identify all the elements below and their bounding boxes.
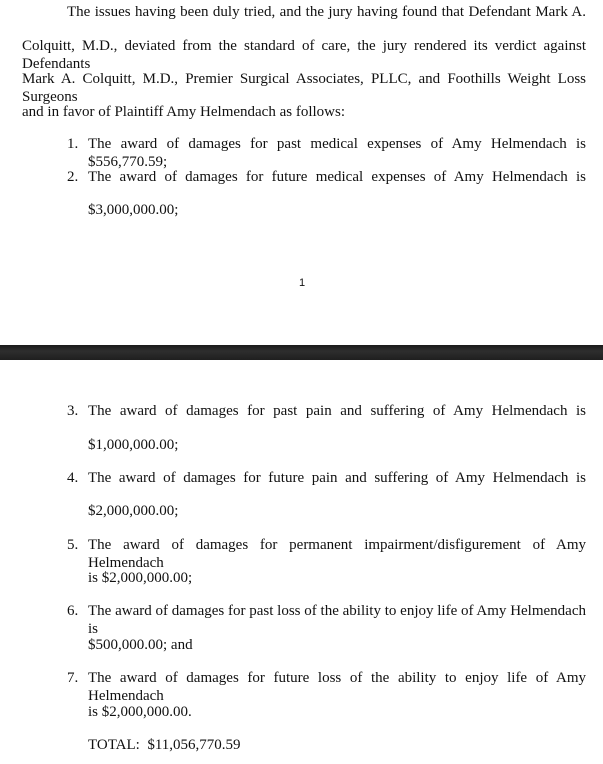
item-6-number: 6. bbox=[67, 603, 79, 619]
item-2-line-2: $3,000,000.00; bbox=[88, 202, 179, 218]
item-5-line-2: is $2,000,000.00; bbox=[88, 570, 193, 586]
page-break-divider bbox=[0, 345, 603, 360]
item-6-line-2: $500,000.00; and bbox=[88, 637, 193, 653]
page-number: 1 bbox=[299, 277, 306, 289]
item-7-number: 7. bbox=[67, 670, 79, 686]
item-6-line-1: The award of damages for past loss of the ability to enjoy life of Amy Helmendach is bbox=[88, 603, 586, 637]
item-1-line-1: The award of damages for past medical expenses of Amy Helmendach is $556,770.59; bbox=[88, 136, 586, 170]
item-4-line-1: The award of damages for future pain and suffering of Amy Helmendach is bbox=[88, 470, 586, 486]
document-page-2 bbox=[0, 360, 603, 764]
item-3-line-1: The award of damages for past pain and suffering of Amy Helmendach is bbox=[88, 403, 586, 419]
intro-line-1: The issues having been duly tried, and the jury having found that Defendant Mark A. bbox=[67, 4, 586, 20]
intro-line-2: Colquitt, M.D., deviated from the standard of care, the jury rendered its verdict against Defendants bbox=[22, 38, 586, 72]
item-3-line-2: $1,000,000.00; bbox=[88, 437, 179, 453]
item-7-line-2: is $2,000,000.00. bbox=[88, 704, 192, 720]
document-page-1 bbox=[0, 0, 603, 345]
total-amount: TOTAL: $11,056,770.59 bbox=[88, 737, 241, 753]
item-4-line-2: $2,000,000.00; bbox=[88, 503, 179, 519]
item-7-line-1: The award of damages for future loss of the ability to enjoy life of Amy Helmendach bbox=[88, 670, 586, 704]
item-4-number: 4. bbox=[67, 470, 79, 486]
item-3-number: 3. bbox=[67, 403, 79, 419]
item-1-number: 1. bbox=[67, 136, 79, 152]
intro-line-3: Mark A. Colquitt, M.D., Premier Surgical Associates, PLLC, and Foothills Weight Loss Surgeons bbox=[22, 71, 586, 105]
intro-line-4: and in favor of Plaintiff Amy Helmendach as follows: bbox=[22, 104, 345, 120]
item-5-line-1: The award of damages for permanent impairment/disfigurement of Amy Helmendach bbox=[88, 537, 586, 571]
item-2-number: 2. bbox=[67, 169, 79, 185]
item-2-line-1: The award of damages for future medical expenses of Amy Helmendach is bbox=[88, 169, 586, 185]
item-5-number: 5. bbox=[67, 537, 79, 553]
